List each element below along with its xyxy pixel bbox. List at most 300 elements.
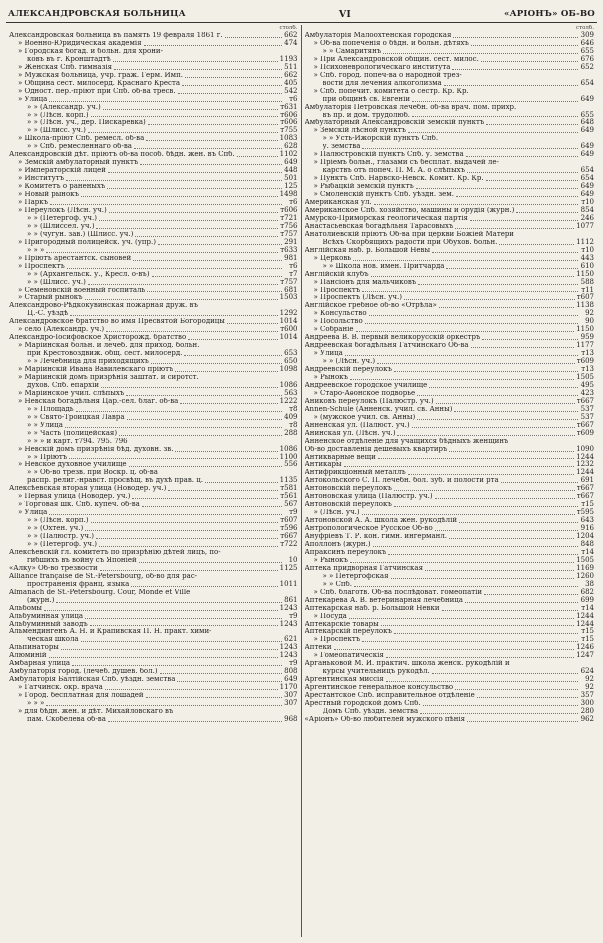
index-entry	[9, 430, 298, 438]
dot-leader	[501, 482, 578, 483]
index-entry	[305, 40, 595, 48]
entry-column-number: 1244	[576, 468, 594, 477]
entry-text: » Городская богад. и больн. для хрони-	[18, 47, 163, 55]
entry-text: » Пріемъ больн., глазами съ бесплат. выдачей ле-	[313, 159, 499, 167]
entry-column-number: т756	[280, 221, 298, 230]
dot-leader	[227, 323, 278, 324]
dot-leader	[81, 196, 278, 197]
dot-leader	[345, 355, 578, 356]
dot-leader	[412, 427, 575, 428]
index-entry	[9, 350, 298, 358]
index-entry	[9, 501, 298, 509]
entry-column-number: 1014	[279, 317, 298, 326]
entry-text: » Проспектъ	[313, 286, 361, 294]
dot-leader	[132, 498, 278, 499]
entry-text: карствъ отъ попеч. П. М. А. о слѣпыхъ	[322, 167, 466, 175]
entry-text: пространенія франц. языка	[27, 580, 130, 588]
dot-leader	[394, 371, 578, 372]
header-right-title: «АРІОНЪ» ОБ-ВО	[504, 9, 595, 19]
entry-column-number: 1232	[576, 460, 594, 469]
index-entry	[9, 358, 298, 366]
index-entry	[9, 716, 298, 724]
entry-text: Арестный городской домъ Спб.	[304, 700, 421, 708]
entry-column-number: 981	[284, 253, 298, 262]
entry-text: «Алку» Об-во трезвости	[9, 564, 98, 572]
dot-leader	[362, 514, 575, 515]
entry-text: » » (Петергоф. уч.)	[27, 214, 98, 222]
entry-column-number: 610	[580, 261, 594, 270]
entry-column-number: 1243	[279, 603, 298, 612]
entry-column-number: 654	[580, 166, 594, 175]
entry-column-number: 808	[284, 667, 298, 676]
index-entry	[9, 48, 298, 56]
index-entry	[9, 565, 298, 573]
index-entry	[9, 366, 298, 374]
entry-column-number: т15	[581, 635, 594, 644]
entry-column-number: т633	[280, 245, 298, 254]
dot-leader	[175, 451, 277, 452]
entry-text: » » Улица	[27, 421, 63, 429]
entry-column-number: 537	[580, 404, 594, 413]
dot-leader	[49, 514, 281, 515]
entry-column-number: т606	[280, 205, 298, 214]
entry-column-number: т10	[581, 198, 594, 207]
index-entry	[9, 56, 298, 64]
entry-text: » Спб. город. попеч-ва о народной трез-	[313, 71, 462, 79]
index-entry	[9, 557, 298, 565]
entry-column-number: 682	[580, 587, 594, 596]
index-entry	[305, 613, 595, 621]
dot-leader	[350, 562, 574, 563]
entry-text: Англійская наб. р. Большой Невы	[304, 246, 431, 254]
dot-leader	[175, 371, 277, 372]
entry-text: курсы учительницъ рукодѣл.	[322, 668, 430, 676]
index-entry	[305, 700, 595, 708]
index-entry	[305, 525, 595, 533]
index-entry	[9, 636, 298, 644]
index-entry	[9, 398, 298, 406]
entry-column-number: 309	[580, 31, 594, 39]
entry-text: Ануфріевъ Т. Р. кон. гимн. ингерманл.	[304, 533, 448, 541]
dot-leader	[467, 721, 578, 722]
entry-text: » Невское духовное училище	[18, 461, 127, 469]
entry-text: » » (Палюстр. уч.)	[27, 533, 94, 541]
header-rule	[6, 22, 597, 23]
index-entry	[305, 438, 595, 446]
dot-leader	[106, 331, 278, 332]
entry-text: » Первая улица (Новодер. уч.)	[18, 493, 131, 501]
entry-text: » » Спб.	[322, 580, 352, 588]
dot-leader	[356, 331, 575, 332]
entry-column-number: 556	[284, 460, 298, 469]
dot-leader	[454, 411, 578, 412]
index-entry	[9, 199, 298, 207]
index-entry	[9, 104, 298, 112]
entry-text: » Паркъ	[18, 199, 49, 207]
dot-leader	[362, 291, 578, 292]
entry-text: » » Лечебница для приходящихъ	[27, 358, 149, 366]
index-entry	[305, 469, 595, 477]
entry-text: Андреевское городское училище	[304, 381, 428, 389]
index-entry	[9, 167, 298, 175]
dot-leader	[417, 395, 578, 396]
dot-leader	[470, 220, 578, 221]
entry-column-number: 1077	[576, 221, 594, 230]
index-entry	[305, 636, 595, 644]
dot-leader	[101, 387, 278, 388]
index-entry	[9, 96, 298, 104]
entry-column-number: 280	[580, 707, 594, 716]
entry-text: Алексѣевскій гл. комитетъ по призрѣнію дѣтей лицъ, по-	[9, 548, 221, 556]
entry-text: » » (Петергоф. уч.)	[27, 541, 98, 548]
entry-column-number: 654	[580, 174, 594, 183]
entry-column-number: т10	[581, 245, 594, 254]
index-entry	[305, 326, 595, 334]
entry-column-number: т609	[576, 428, 594, 437]
dot-leader	[96, 228, 278, 229]
dot-leader	[388, 554, 578, 555]
entry-column-number: т722	[280, 540, 298, 548]
index-entry	[9, 525, 298, 533]
dot-leader	[471, 45, 578, 46]
dot-leader	[50, 204, 281, 205]
entry-text: Альбуминная улица	[9, 612, 84, 620]
entry-column-number: 655	[580, 46, 594, 55]
entry-column-number: т581	[280, 484, 298, 493]
index-entry	[9, 310, 298, 318]
entry-column-number: 1505	[576, 372, 594, 381]
entry-text: » Улица	[313, 350, 343, 358]
index-entry	[305, 231, 595, 239]
dot-leader	[499, 244, 574, 245]
entry-column-number: 676	[580, 54, 594, 63]
entry-column-number: 643	[580, 516, 594, 525]
entry-column-number: 1204	[576, 532, 594, 541]
entry-text: Антоновская улица (Палюстр. уч.)	[304, 493, 433, 501]
dot-leader	[76, 411, 282, 412]
entry-column-number: 1083	[279, 134, 298, 143]
entry-text: Альмендингенъ А. Н. и Крапивская П. Н. практ. хими-	[9, 628, 212, 636]
dot-leader	[481, 61, 578, 62]
entry-column-number: т6	[289, 94, 298, 103]
entry-column-number: 649	[580, 150, 594, 159]
entry-column-number: 1244	[576, 619, 594, 628]
dot-leader	[377, 363, 575, 364]
entry-text: » (Лѣсн. уч.)	[313, 509, 360, 517]
entry-column-number: 1102	[279, 150, 298, 159]
index-entry	[9, 255, 298, 263]
entry-column-number: 1090	[576, 444, 594, 453]
entry-column-number: т667	[280, 532, 298, 541]
index-entry	[305, 644, 595, 652]
entry-column-number: 1498	[279, 190, 298, 199]
index-entry	[305, 422, 595, 430]
index-entry	[9, 469, 298, 477]
entry-column-number: 649	[580, 126, 594, 135]
entry-text: » Пунктъ Спб. Нарвско-Невск. Комит. Кр. Кр.	[313, 175, 484, 183]
index-entry	[9, 231, 298, 239]
entry-text: » » (Лѣсн. корп.)	[27, 111, 89, 119]
entry-text: Аптеки	[304, 644, 332, 652]
entry-text: у. земства	[322, 143, 361, 151]
dot-leader	[482, 339, 578, 340]
entry-text: » » Свято-Троицкая Лавра	[27, 413, 125, 421]
entry-text: пам. Скобелева об-ва	[27, 715, 106, 723]
entry-column-number: 1247	[576, 651, 594, 660]
entry-text: Анненская ул. (Палюст. уч.)	[304, 421, 410, 429]
dot-leader	[350, 379, 574, 380]
entry-column-number: 92	[585, 683, 594, 692]
entry-text: » Собраніе	[313, 326, 354, 334]
entry-column-number: 90	[585, 317, 594, 326]
dot-leader	[103, 109, 279, 110]
entry-text: » Невская богадѣльня Цар.-сел. благ. об-ва	[18, 397, 179, 405]
entry-text: Александрово-Рѣдкокувинская пожарная друж. въ	[9, 302, 198, 310]
entry-text: Алексѣевская вторая улица (Новодер. уч.)	[9, 485, 167, 493]
entry-column-number: 495	[580, 380, 594, 389]
dot-leader	[142, 506, 282, 507]
entry-text: Антоновскій переулокъ	[304, 485, 392, 493]
entry-text: (журн.)	[27, 596, 55, 604]
entry-text: вости для лечения алкоголизма	[322, 79, 442, 87]
dot-leader	[432, 673, 578, 674]
entry-text: » Спб. попечит. комитета о сестр. Кр. Кр.	[313, 87, 469, 95]
entry-column-number: 423	[580, 388, 594, 397]
dot-leader	[404, 299, 575, 300]
dot-leader	[188, 339, 277, 340]
dot-leader	[44, 610, 278, 611]
index-entry	[9, 32, 298, 40]
entry-text: » Военно-Юридическая академія	[18, 39, 142, 47]
entry-text: » » (Лѣсн. корп.)	[27, 517, 89, 525]
entry-text: » Пріютъ арестантск. сыновей	[18, 254, 132, 262]
index-entry	[305, 334, 595, 342]
dot-leader	[96, 538, 278, 539]
entry-column-number: т595	[576, 508, 594, 517]
entry-column-number: т9	[289, 611, 298, 620]
index-entry	[305, 302, 595, 310]
index-entry	[305, 191, 595, 199]
dot-leader	[373, 546, 578, 547]
index-entry	[305, 48, 595, 56]
entry-column-number: 628	[284, 142, 298, 151]
entry-text: » Палюстровскій пунктъ Спб. у. земства	[313, 151, 464, 159]
entry-text: Антикары	[304, 461, 342, 469]
entry-column-number: 511	[284, 62, 298, 71]
index-entry	[305, 247, 595, 255]
entry-text: Александро-Іосифовское Христорожд. братство	[9, 334, 187, 342]
index-entry	[9, 279, 298, 287]
entry-column-number: 962	[580, 714, 594, 723]
index-entry	[9, 446, 298, 454]
entry-column-number: 1244	[576, 611, 594, 620]
index-entry	[305, 660, 595, 668]
dot-leader	[127, 419, 282, 420]
index-entry	[9, 533, 298, 541]
index-entry	[305, 271, 595, 279]
entry-text: » Психоневрологическаго института	[313, 63, 451, 71]
entry-column-number: 649	[284, 675, 298, 684]
index-entry	[305, 199, 595, 207]
index-entry	[9, 374, 298, 382]
dot-leader	[91, 522, 279, 523]
index-entry	[9, 589, 298, 597]
dot-leader	[225, 37, 282, 38]
index-entry	[305, 485, 595, 493]
entry-text: » Институтъ	[18, 175, 65, 183]
dot-leader	[90, 625, 278, 626]
index-entry	[305, 676, 595, 684]
index-entry	[9, 549, 298, 557]
index-entry	[9, 708, 298, 716]
entry-text: » Смоленскій пунктъ Спб. уѣздн. зем.	[313, 191, 454, 199]
entry-column-number: 1100	[279, 452, 298, 461]
entry-column-number: 652	[580, 62, 594, 71]
entry-text: » Маріинскій домъ призрѣнія заштат. и сиротст.	[18, 373, 199, 381]
index-entry	[9, 621, 298, 629]
entry-column-number: 968	[284, 714, 298, 723]
entry-text: » Императорскій лицей	[18, 167, 106, 175]
index-entry	[305, 652, 595, 660]
index-entry	[9, 477, 298, 485]
index-entry	[305, 414, 595, 422]
entry-text: Амбулаторія город. (лечеб. душев. бол.)	[9, 668, 158, 676]
index-entry	[9, 215, 298, 223]
entry-column-number: 959	[580, 333, 594, 342]
entry-column-number: т631	[280, 102, 298, 111]
entry-column-number: т600	[280, 325, 298, 334]
dot-leader	[353, 260, 578, 261]
dot-leader	[148, 124, 279, 125]
dot-leader	[185, 77, 282, 78]
dot-leader	[455, 689, 578, 690]
entry-text: Андреева В. В. первый великорусскій оркестръ	[304, 334, 481, 342]
dot-leader	[81, 641, 282, 642]
index-entry	[305, 446, 595, 454]
entry-text: Антоновской А. А. школа жен. рукодѣлій	[304, 517, 457, 525]
index-entry	[9, 183, 298, 191]
dot-leader	[46, 252, 278, 253]
entry-column-number: 1292	[279, 309, 298, 318]
dot-leader	[344, 466, 575, 467]
dot-leader	[152, 276, 282, 277]
entry-text: » Церковь	[313, 254, 352, 262]
index-entry	[305, 263, 595, 271]
entry-column-number: 409	[284, 412, 298, 421]
dot-leader	[471, 347, 575, 348]
entry-column-number: 92	[585, 675, 594, 684]
entry-column-number: 1169	[576, 563, 594, 572]
dot-leader	[237, 156, 278, 157]
dot-leader	[378, 458, 574, 459]
index-entry	[9, 692, 298, 700]
dot-leader	[477, 697, 578, 698]
dot-leader	[105, 689, 278, 690]
entry-column-number: 1011	[279, 579, 298, 588]
index-entry	[305, 143, 595, 151]
entry-column-number: т561	[280, 492, 298, 501]
entry-text: Об-во доставленія дешевыхъ квартиръ	[304, 445, 448, 453]
entry-text: Аптекарскіе товары	[304, 620, 379, 628]
entry-column-number: т13	[581, 349, 594, 358]
index-entry	[9, 597, 298, 605]
entry-text: » для бѣдн. жен. и дѣт. Михайловскаго въ	[18, 708, 174, 716]
dot-leader	[147, 291, 281, 292]
entry-column-number: 653	[284, 349, 298, 358]
dot-leader	[465, 602, 578, 603]
entry-text: Аниковъ переулокъ (Палюстр. уч.)	[304, 397, 434, 405]
entry-column-number: т606	[280, 118, 298, 127]
entry-column-number: 567	[284, 500, 298, 509]
entry-text: Арганьковой М. И. практич. школа женск. рукодѣлій и	[304, 660, 510, 668]
entry-text: » » »	[27, 700, 45, 708]
index-entry	[305, 279, 595, 287]
entry-column-number: 1098	[279, 365, 298, 374]
index-entry	[9, 302, 298, 310]
entry-text: Аптекарскій переулокъ	[304, 628, 392, 636]
entry-column-number: т596	[280, 524, 298, 533]
dot-leader	[420, 713, 578, 714]
entry-text: Антоновскій переулокъ	[304, 501, 392, 509]
index-entry	[305, 628, 595, 636]
entry-column-number: 649	[580, 94, 594, 103]
entry-text: Александровская больница въ память 19 февраля 1861 г.	[9, 32, 223, 39]
dot-leader	[397, 435, 574, 436]
entry-text: » Рынокъ	[313, 556, 348, 564]
entry-text: ческая школа	[27, 636, 79, 644]
dot-leader	[453, 37, 578, 38]
entry-text: » » Часть (полицейская)	[27, 429, 118, 437]
entry-text: «Аріонъ» Об-во любителей мужского пѣнія	[304, 715, 466, 723]
index-entry	[9, 485, 298, 493]
entry-text: » Школа-пріют Спб. ремесл. об-ва	[18, 135, 145, 143]
dot-leader	[423, 705, 578, 706]
dot-leader	[69, 458, 277, 459]
entry-column-number: 307	[284, 691, 298, 700]
dot-leader	[184, 355, 281, 356]
entry-column-number: т667	[576, 492, 594, 501]
entry-column-number: 662	[284, 70, 298, 79]
entry-text: Амбулаторія Балтійская Спб. уѣздн. земства	[9, 676, 176, 684]
dot-leader	[408, 132, 578, 133]
dot-leader	[484, 594, 578, 595]
entry-column-number: 1125	[279, 563, 298, 572]
entry-text: » » (Шлиссел. уч.)	[27, 222, 95, 230]
index-entry	[9, 613, 298, 621]
index-entry	[305, 708, 595, 716]
index-entry	[9, 127, 298, 135]
entry-text: Апраксинъ переулокъ	[304, 548, 387, 556]
index-entry	[305, 684, 595, 692]
dot-leader	[146, 697, 282, 698]
index-entry	[9, 239, 298, 247]
index-entry	[305, 112, 595, 120]
entry-column-number: 357	[580, 691, 594, 700]
entry-text: » Пансіонъ для мальчиковъ	[313, 278, 417, 286]
entry-column-number: 1112	[576, 237, 594, 246]
dot-leader	[131, 586, 277, 587]
entry-text: Аптекарская наб. р. Большой Невки	[304, 604, 440, 612]
entry-column-number: т15	[581, 500, 594, 509]
entry-column-number: 699	[580, 595, 594, 604]
index-entry	[305, 88, 595, 96]
index-entry	[9, 541, 298, 549]
entry-text: » » (Охтен. уч.)	[27, 525, 84, 533]
entry-column-number: 662	[284, 31, 298, 39]
dot-leader	[516, 212, 578, 213]
entry-column-number: т7	[289, 269, 298, 278]
dot-leader	[444, 85, 578, 86]
